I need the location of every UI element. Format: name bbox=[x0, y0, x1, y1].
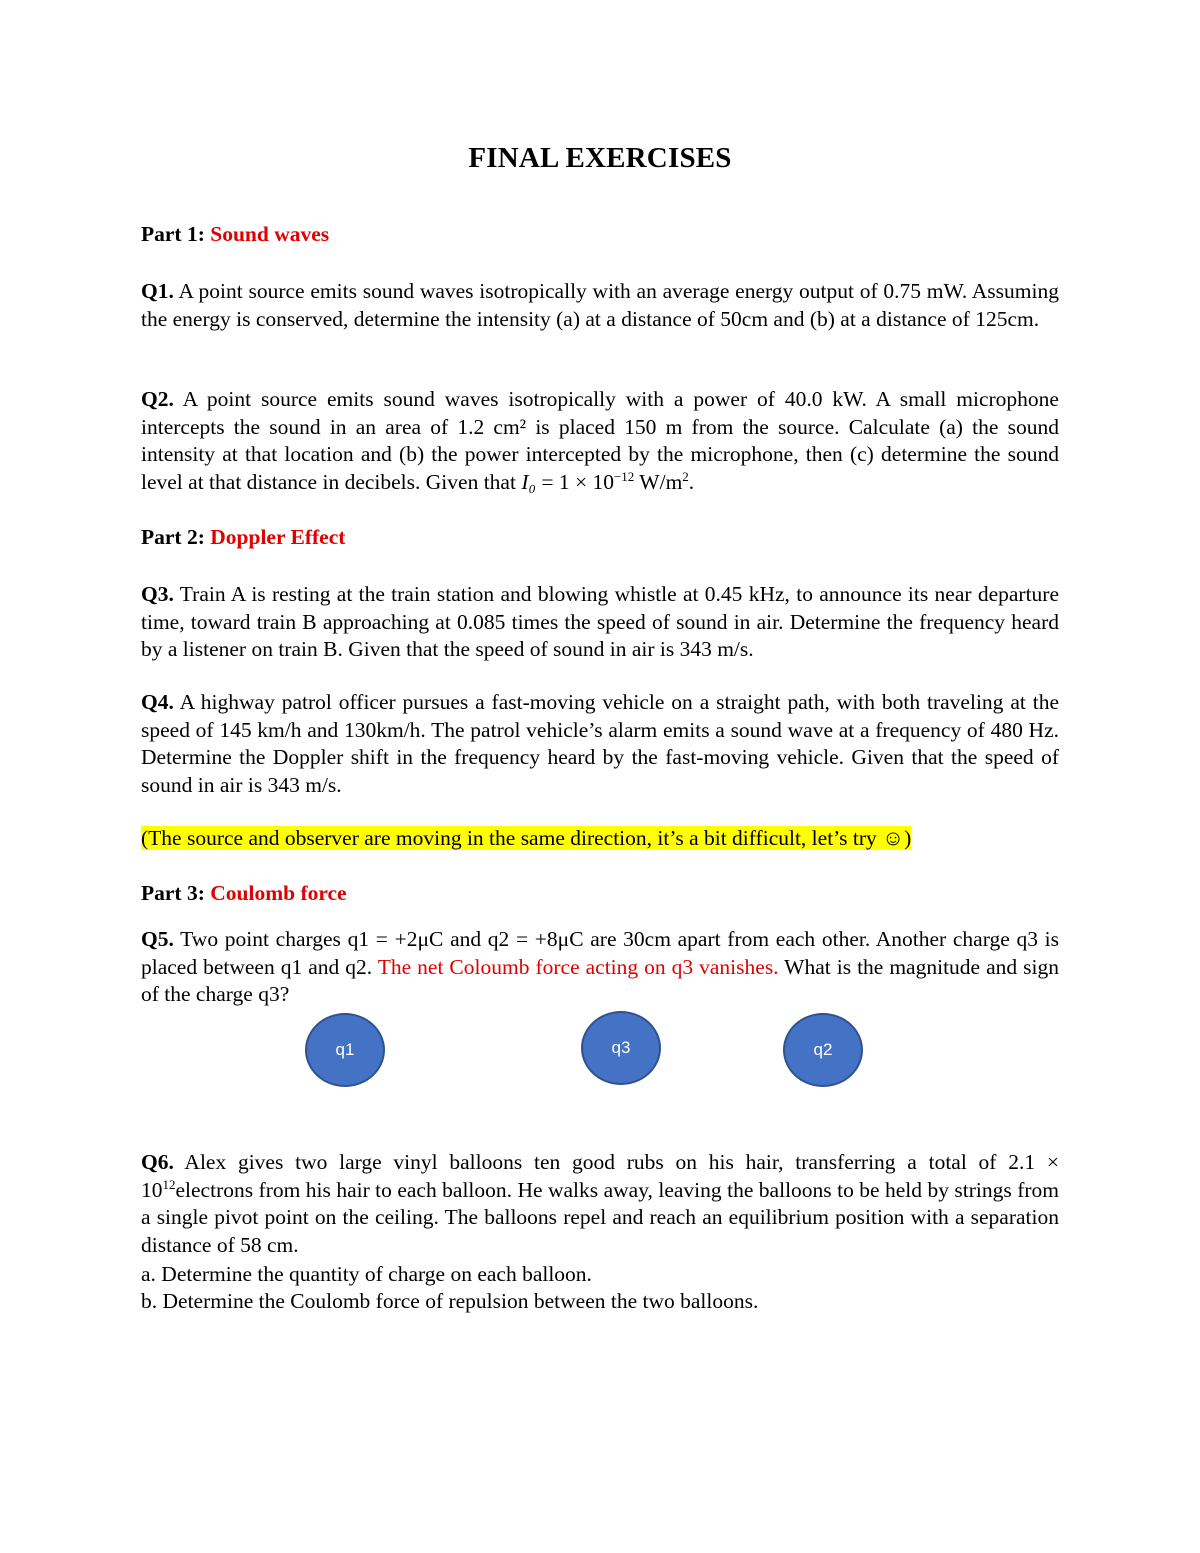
q6-item-b: b. Determine the Coulomb force of repulsion between the two balloons. bbox=[141, 1289, 759, 1313]
question-number: Q3. bbox=[141, 582, 174, 606]
question-number: Q5. bbox=[141, 927, 174, 951]
formula-end: . bbox=[688, 469, 695, 494]
part-label: Part 2: bbox=[141, 525, 205, 549]
question-text: Train A is resting at the train station and blowing whistle at 0.45 kHz, to announce its near departure time, toward train B approaching at 0.085 times the speed of sound in air. Determine the frequency heard by a listener on train B. Given that the speed of sound in air is 343 m/s. bbox=[141, 582, 1059, 661]
question-number: Q1. bbox=[141, 279, 174, 303]
charge-q2-circle bbox=[783, 1013, 863, 1087]
question-text: Two point charges q1 = +2μC and q2 = +8μC are 30cm apart from each other. Another charge q3 is placed between q1 and q2. bbox=[141, 927, 1059, 979]
question-number: Q4. bbox=[141, 690, 174, 714]
question-q1 bbox=[141, 278, 1059, 333]
part-3-heading bbox=[141, 880, 1059, 908]
question-text: electrons from his hair to each balloon. He walks away, leaving the balloons to be held by strings from a single pivot point on the ceiling. The balloons repel and reach an equilibrium position with a separation distance of 58 cm. bbox=[141, 1177, 1059, 1257]
question-number: Q2. bbox=[141, 387, 174, 411]
part-topic: Coulomb force bbox=[210, 881, 347, 905]
question-q3 bbox=[141, 581, 1059, 664]
formula-equation: = 1 × 10 bbox=[535, 469, 614, 494]
question-q2 bbox=[141, 386, 1059, 496]
charge-label: q1 bbox=[335, 1040, 355, 1059]
question-q5 bbox=[141, 926, 1059, 1009]
question-q6 bbox=[141, 1149, 1059, 1259]
highlighted-note bbox=[141, 825, 1059, 853]
question-text: Alex gives two large vinyl balloons ten good rubs on his hair, transferring a total of bbox=[184, 1150, 997, 1174]
q6-item-a: a. Determine the quantity of charge on each balloon. bbox=[141, 1262, 592, 1286]
question-text-emphasis: The net Coloumb force acting on q3 vanishes. bbox=[377, 954, 779, 979]
charge-label: q3 bbox=[611, 1038, 631, 1057]
part-label: Part 3: bbox=[141, 881, 205, 905]
question-text: A point source emits sound waves isotropically with a power of 40.0 kW. A small microphone intercepts the sound in an area of 1.2 cm² is placed 150 m from the source. Calculate (a) the sound intensity at that location and (b) the power intercepted by the microphone, then (c) determine the sound level at that distance in decibels. Given that bbox=[141, 387, 1059, 494]
charge-q1-circle bbox=[305, 1013, 385, 1087]
question-text: What is the magnitude and sign of the charge q3? bbox=[141, 954, 1059, 1006]
part-2-heading bbox=[141, 524, 1059, 552]
part-topic: Sound waves bbox=[210, 222, 330, 246]
question-number: Q6. bbox=[141, 1150, 174, 1174]
note-text: (The source and observer are moving in the same direction, it’s a bit difficult, let’s try ☺) bbox=[141, 826, 912, 850]
charge-label: q2 bbox=[813, 1040, 833, 1059]
part-topic: Doppler Effect bbox=[210, 525, 346, 549]
page-title: FINAL EXERCISES bbox=[468, 142, 732, 174]
question-text: A highway patrol officer pursues a fast-moving vehicle on a straight path, with both traveling at the speed of 145 km/h and 130km/h. The patrol vehicle’s alarm emits a sound wave at a frequency of 480 Hz. Determine the Doppler shift in the frequency heard by the fast-moving vehicle. Given that the speed of sound in air is 343 m/s. bbox=[141, 690, 1059, 797]
scientific-exponent: 12 bbox=[162, 1176, 176, 1192]
charge-q3-circle bbox=[581, 1011, 661, 1085]
scientific-coefficient: 2.1 × 10 bbox=[141, 1150, 1059, 1202]
formula-unit: W/m bbox=[634, 469, 683, 494]
question-q4 bbox=[141, 689, 1059, 799]
part-label: Part 1: bbox=[141, 222, 205, 246]
formula-exponent: −12 bbox=[613, 468, 635, 484]
part-1-heading bbox=[141, 221, 1059, 249]
formula-symbol: I₀ bbox=[521, 469, 536, 494]
formula-unit-exponent: 2 bbox=[682, 468, 689, 484]
question-text: A point source emits sound waves isotropically with an average energy output of 0.75 mW. Assuming the energy is conserved, determine the intensity (a) at a distance of 50cm and (b) at a distance of 125cm. bbox=[141, 279, 1059, 331]
